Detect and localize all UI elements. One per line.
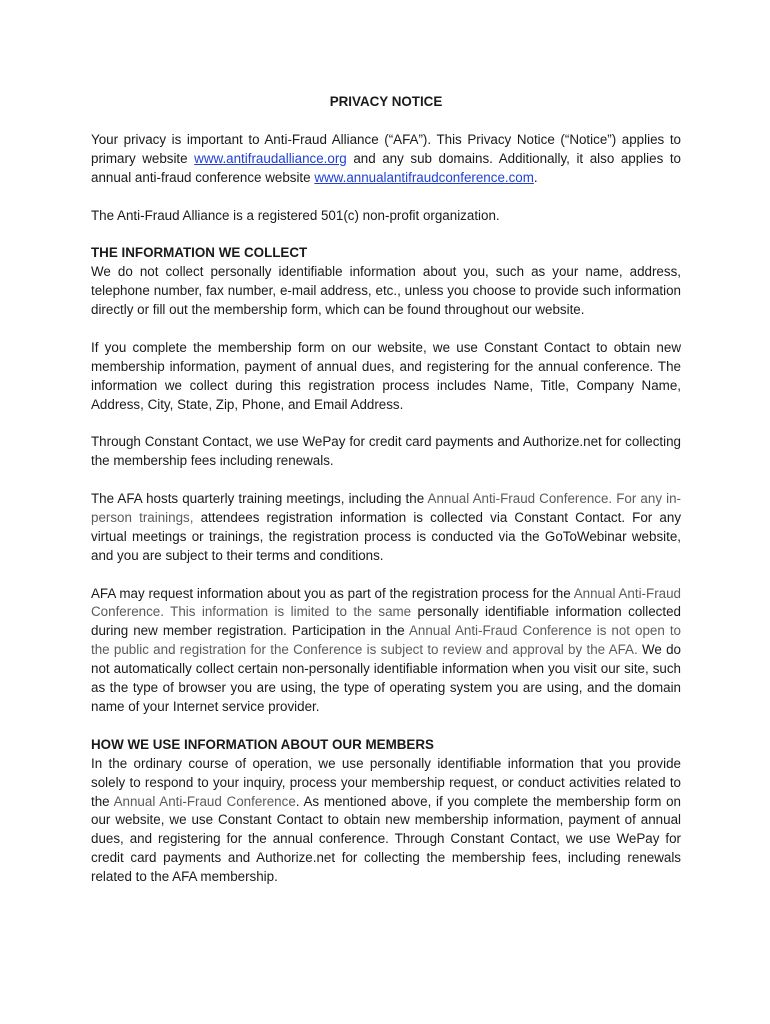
collect-paragraph-5 bbox=[91, 585, 681, 717]
intro-text-2: and any sub domains. Additionally, it also applies to annual anti-fraud conference website bbox=[91, 150, 682, 185]
nonprofit-paragraph: The Anti-Fraud Alliance is a registered 501(c) non-profit organization. bbox=[91, 207, 500, 223]
collect-paragraph-3: Through Constant Contact, we use WePay for credit card payments and Authorize.net for collecting the membership fees including renewals. bbox=[91, 434, 681, 469]
collect-paragraph-2: If you complete the membership form on our website, we use Constant Contact to obtain new membership information, payment of annual dues, and registering for the annual conference. The information we collect during this registration process includes Name, Title, Company Name, Address, City, State, Zip, Phone, and Email Address. bbox=[91, 339, 681, 412]
use-p1-text-b: Annual Anti-Fraud Conference bbox=[113, 793, 296, 809]
document-title: PRIVACY NOTICE bbox=[329, 94, 443, 109]
collect-p5-text-a: AFA may request information about you as part of the registration process for the bbox=[91, 585, 574, 601]
collect-p4-text-c: attendees registration information is collected via Constant Contact. For any virtual meetings or trainings, the registration process is conducted via the GoToWebinar website, and you are subject to their terms and conditions. bbox=[91, 509, 682, 563]
intro-paragraph bbox=[91, 131, 681, 188]
use-paragraph-1 bbox=[91, 755, 681, 887]
collect-paragraph-1: We do not collect personally identifiable information about you, such as your name, address, telephone number, fax number, e-mail address, etc., unless you choose to provide such information directly or fill out the membership form, which can be found throughout our website. bbox=[91, 264, 681, 318]
use-p1-text-c: . As mentioned above, if you complete the membership form on our website, we use Constant Contact to obtain new membership information, payment of annual dues, and registering for the annual conference. Through Constant Contact, we use WePay for credit card payments and Authorize.net for collecting the membership fees, including renewals related to the AFA membership. bbox=[91, 793, 681, 885]
collect-p5-text-e: We do not automatically collect certain non-personally identifiable information when you visit our site, such as the type of browser you are using, the type of operating system you are using, and the domain name of your Internet service provider. bbox=[91, 642, 682, 714]
collect-p5-text-c: personally identifiable information collected during new member registration. Participation in the bbox=[91, 604, 681, 639]
antifraudalliance-link[interactable]: www.antifraudalliance.org bbox=[194, 150, 347, 166]
collect-p5-text-d: Annual Anti-Fraud Conference is not open to the public and registration for the Conference is subject to review and approval by the AFA. bbox=[91, 623, 682, 658]
collect-paragraph-4 bbox=[91, 490, 681, 566]
section-heading-how-we-use: HOW WE USE INFORMATION ABOUT OUR MEMBERS bbox=[91, 736, 434, 752]
annualantifraudconference-link[interactable]: www.annualantifraudconference.com bbox=[314, 169, 534, 185]
collect-p4-text-b: Annual Anti-Fraud Conference. For any in-person trainings, bbox=[91, 491, 681, 525]
use-p1-text-a: In the ordinary course of operation, we use personally identifiable information that you provide solely to respond to your inquiry, process your membership request, or conduct activities related to the bbox=[91, 755, 681, 809]
intro-text-1: Your privacy is important to Anti-Fraud Alliance (“AFA”). This Privacy Notice (“Notice”) applies to primary website bbox=[91, 131, 681, 166]
privacy-notice-document bbox=[91, 93, 681, 906]
section-heading-information-collect: THE INFORMATION WE COLLECT bbox=[91, 245, 308, 261]
collect-p5-text-b: Annual Anti-Fraud Conference. This information is limited to the same bbox=[91, 585, 681, 620]
collect-p4-text-a: The AFA hosts quarterly training meetings, including the bbox=[91, 491, 428, 507]
intro-text-3: . bbox=[533, 169, 538, 185]
